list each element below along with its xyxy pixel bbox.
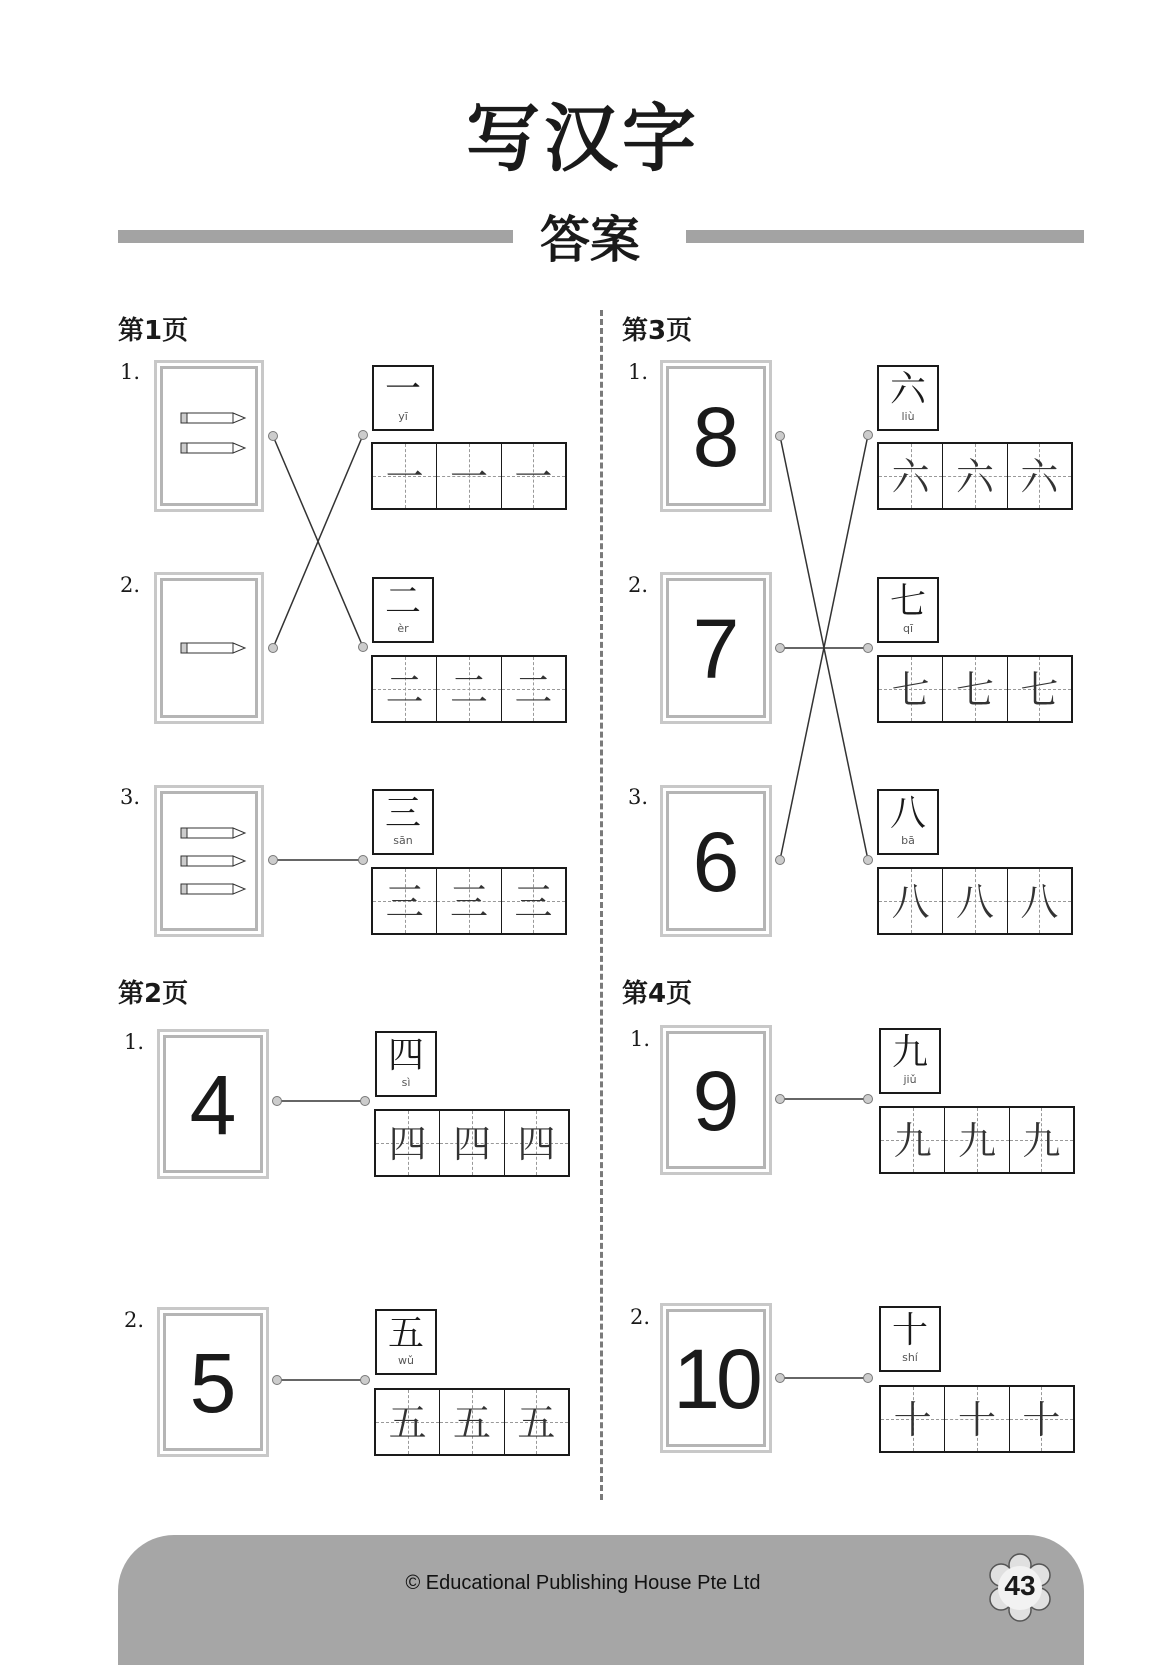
number-card: 5	[163, 1313, 263, 1451]
match-dot[interactable]	[775, 1094, 785, 1104]
writing-grid	[879, 1106, 1075, 1174]
character-card	[877, 577, 939, 643]
character-card	[375, 1309, 437, 1375]
writing-cell[interactable]: 九	[1010, 1108, 1073, 1172]
match-dot[interactable]	[358, 430, 368, 440]
pinyin: yī	[398, 410, 408, 423]
match-dot[interactable]	[775, 1373, 785, 1383]
hanzi: 四	[387, 1035, 424, 1076]
writing-cell[interactable]: 三	[373, 869, 437, 933]
writing-cell[interactable]: 九	[945, 1108, 1009, 1172]
number-card: 7	[666, 578, 766, 718]
pinyin: shí	[902, 1351, 918, 1364]
number-card: 10	[666, 1309, 766, 1447]
match-dot[interactable]	[358, 642, 368, 652]
pinyin: jiǔ	[903, 1073, 917, 1086]
writing-cell[interactable]: 八	[879, 869, 943, 933]
match-dot[interactable]	[360, 1375, 370, 1385]
pinyin: bā	[901, 834, 915, 847]
writing-grid	[877, 655, 1073, 723]
character-card	[879, 1028, 941, 1094]
item-number: 2.	[120, 573, 141, 597]
writing-cell[interactable]: 六	[1008, 444, 1071, 508]
match-dot[interactable]	[863, 1094, 873, 1104]
writing-cell[interactable]: 六	[879, 444, 943, 508]
hanzi: 八	[889, 793, 926, 834]
item-number: 2.	[124, 1308, 145, 1332]
copyright-text: © Educational Publishing House Pte Ltd	[405, 1572, 761, 1594]
pencil-icon	[163, 581, 255, 715]
writing-grid	[371, 442, 567, 510]
item-number: 1.	[124, 1030, 145, 1054]
character-card	[877, 365, 939, 431]
writing-cell[interactable]: 一	[502, 444, 565, 508]
match-dot[interactable]	[272, 1096, 282, 1106]
writing-cell[interactable]: 九	[881, 1108, 945, 1172]
writing-cell[interactable]: 八	[943, 869, 1007, 933]
writing-cell[interactable]: 二	[373, 657, 437, 721]
writing-cell[interactable]: 七	[1008, 657, 1071, 721]
footer-band	[118, 1535, 1084, 1665]
item-number: 3.	[628, 785, 649, 809]
writing-cell[interactable]: 八	[1008, 869, 1071, 933]
picture-card	[160, 791, 258, 931]
writing-cell[interactable]: 十	[1010, 1387, 1073, 1451]
hanzi: 二	[384, 581, 421, 622]
character-card	[372, 577, 434, 643]
hanzi: 十	[891, 1310, 928, 1351]
number-card: 4	[163, 1035, 263, 1173]
writing-cell[interactable]: 二	[437, 657, 501, 721]
item-number: 2.	[630, 1305, 651, 1329]
section-label: 第4页	[622, 979, 693, 1009]
page-number: 43	[1004, 1570, 1036, 1601]
match-dot[interactable]	[272, 1375, 282, 1385]
writing-cell[interactable]: 五	[440, 1390, 504, 1454]
item-number: 1.	[628, 360, 649, 384]
pinyin: qī	[902, 622, 914, 635]
hanzi: 九	[891, 1032, 928, 1073]
writing-cell[interactable]: 三	[502, 869, 565, 933]
writing-cell[interactable]: 七	[943, 657, 1007, 721]
character-card	[877, 789, 939, 855]
pinyin: sān	[393, 834, 413, 847]
hanzi: 五	[387, 1313, 424, 1354]
hanzi: 七	[889, 581, 926, 622]
writing-grid	[879, 1385, 1075, 1453]
match-dot[interactable]	[863, 855, 873, 865]
writing-cell[interactable]: 一	[437, 444, 501, 508]
writing-grid	[374, 1109, 570, 1177]
writing-cell[interactable]: 七	[879, 657, 943, 721]
match-dot[interactable]	[268, 855, 278, 865]
match-dot[interactable]	[268, 431, 278, 441]
picture-card	[160, 578, 258, 718]
character-card	[879, 1306, 941, 1372]
match-dot[interactable]	[358, 855, 368, 865]
hanzi: 三	[384, 793, 421, 834]
pencil-icon	[163, 794, 255, 928]
writing-cell[interactable]: 五	[505, 1390, 568, 1454]
pinyin: liù	[901, 410, 915, 423]
pinyin: èr	[397, 622, 409, 635]
writing-cell[interactable]: 一	[373, 444, 437, 508]
section-label: 第2页	[118, 979, 189, 1009]
match-dot[interactable]	[775, 643, 785, 653]
match-dot[interactable]	[775, 855, 785, 865]
match-dot[interactable]	[360, 1096, 370, 1106]
writing-cell[interactable]: 十	[881, 1387, 945, 1451]
writing-grid	[371, 655, 567, 723]
writing-cell[interactable]: 十	[945, 1387, 1009, 1451]
writing-grid	[374, 1388, 570, 1456]
pencil-icon	[163, 369, 255, 503]
page-subtitle: 答案	[540, 211, 640, 269]
writing-cell[interactable]: 四	[376, 1111, 440, 1175]
section-label: 第1页	[118, 316, 189, 346]
picture-card	[160, 366, 258, 506]
writing-grid	[877, 442, 1073, 510]
item-number: 2.	[628, 573, 649, 597]
match-dot[interactable]	[863, 1373, 873, 1383]
section-label: 第3页	[622, 316, 693, 346]
item-number: 1.	[630, 1027, 651, 1051]
writing-cell[interactable]: 二	[502, 657, 565, 721]
number-card: 8	[666, 366, 766, 506]
writing-cell[interactable]: 四	[440, 1111, 504, 1175]
item-number: 3.	[120, 785, 141, 809]
character-card	[372, 789, 434, 855]
writing-grid	[877, 867, 1073, 935]
writing-grid	[371, 867, 567, 935]
hanzi: 六	[889, 369, 926, 410]
writing-cell[interactable]: 四	[505, 1111, 568, 1175]
character-card	[372, 365, 434, 431]
item-number: 1.	[120, 360, 141, 384]
match-dot[interactable]	[775, 431, 785, 441]
match-dot[interactable]	[863, 430, 873, 440]
match-dot[interactable]	[268, 643, 278, 653]
pinyin: sì	[401, 1076, 411, 1089]
page-title: 写汉字	[466, 96, 700, 182]
writing-cell[interactable]: 三	[437, 869, 501, 933]
number-card: 9	[666, 1031, 766, 1169]
hanzi: 一	[384, 369, 421, 410]
number-card: 6	[666, 791, 766, 931]
writing-cell[interactable]: 五	[376, 1390, 440, 1454]
match-dot[interactable]	[863, 643, 873, 653]
writing-cell[interactable]: 六	[943, 444, 1007, 508]
pinyin: wǔ	[398, 1354, 414, 1367]
character-card	[375, 1031, 437, 1097]
